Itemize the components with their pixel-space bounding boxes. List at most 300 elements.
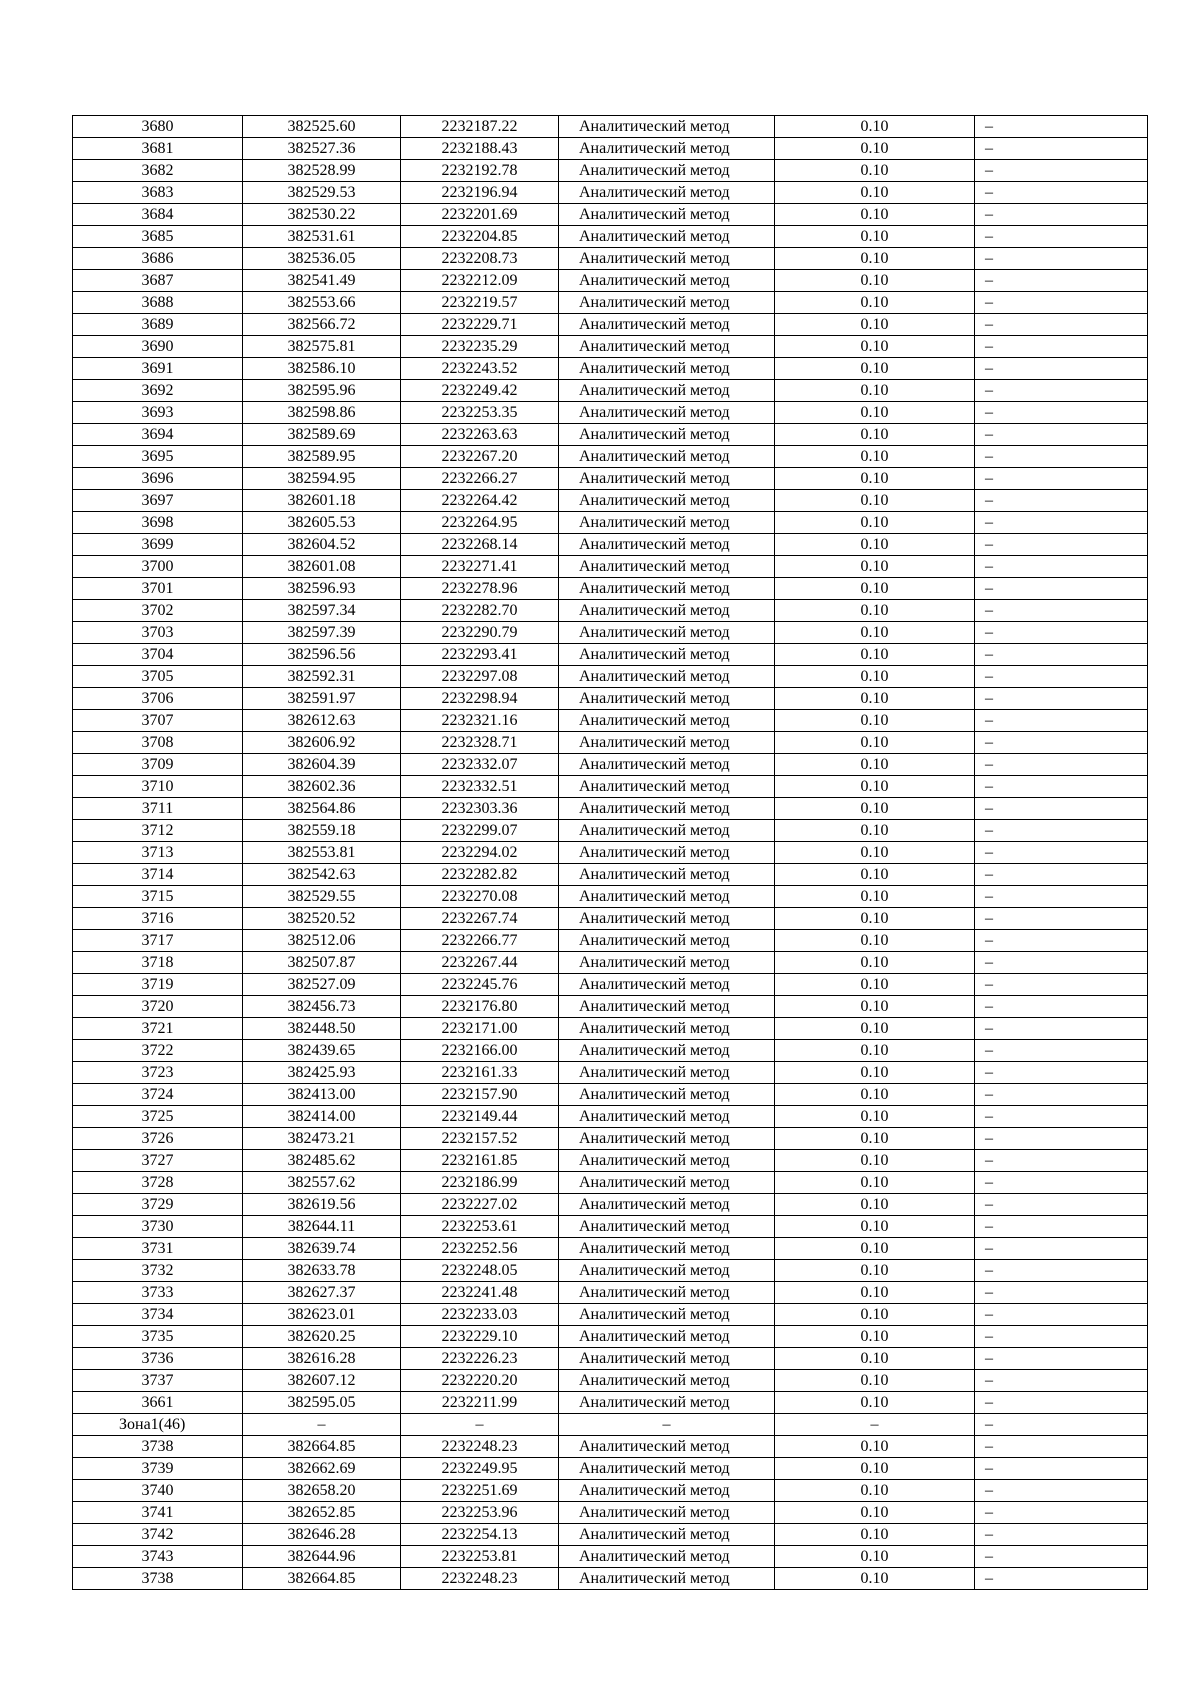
method-cell: Аналитический метод (559, 490, 775, 512)
note-cell: – (975, 1392, 1148, 1414)
table-row (73, 776, 1148, 798)
y-coordinate-cell: 2232229.10 (401, 1326, 559, 1348)
table-row (73, 160, 1148, 182)
accuracy-cell: 0.10 (775, 820, 975, 842)
x-coordinate-cell: 382606.92 (243, 732, 401, 754)
table-row (73, 1392, 1148, 1414)
accuracy-cell: 0.10 (775, 1348, 975, 1370)
x-coordinate-cell: 382473.21 (243, 1128, 401, 1150)
x-coordinate-cell: 382448.50 (243, 1018, 401, 1040)
note-cell: – (975, 182, 1148, 204)
point-number-cell: 3709 (73, 754, 243, 776)
y-coordinate-cell: 2232157.90 (401, 1084, 559, 1106)
table-row (73, 358, 1148, 380)
table-row (73, 1480, 1148, 1502)
x-coordinate-cell: 382575.81 (243, 336, 401, 358)
accuracy-cell: 0.10 (775, 1194, 975, 1216)
point-number-cell: 3714 (73, 864, 243, 886)
point-number-cell: 3702 (73, 600, 243, 622)
x-coordinate-cell: 382662.69 (243, 1458, 401, 1480)
method-cell: Аналитический метод (559, 864, 775, 886)
y-coordinate-cell: 2232204.85 (401, 226, 559, 248)
accuracy-cell: 0.10 (775, 314, 975, 336)
accuracy-cell: 0.10 (775, 776, 975, 798)
point-number-cell: 3717 (73, 930, 243, 952)
accuracy-cell: 0.10 (775, 160, 975, 182)
table-row (73, 402, 1148, 424)
note-cell: – (975, 754, 1148, 776)
method-cell: Аналитический метод (559, 732, 775, 754)
accuracy-cell: 0.10 (775, 468, 975, 490)
y-coordinate-cell: 2232321.16 (401, 710, 559, 732)
x-coordinate-cell: 382559.18 (243, 820, 401, 842)
y-coordinate-cell: 2232235.29 (401, 336, 559, 358)
method-cell: Аналитический метод (559, 974, 775, 996)
note-cell: – (975, 842, 1148, 864)
method-cell: Аналитический метод (559, 468, 775, 490)
table-row (73, 292, 1148, 314)
accuracy-cell: 0.10 (775, 688, 975, 710)
table-row (73, 600, 1148, 622)
y-coordinate-cell: 2232293.41 (401, 644, 559, 666)
table-row (73, 204, 1148, 226)
method-cell: Аналитический метод (559, 1480, 775, 1502)
point-number-cell: 3708 (73, 732, 243, 754)
point-number-cell: 3661 (73, 1392, 243, 1414)
accuracy-cell: 0.10 (775, 930, 975, 952)
y-coordinate-cell: 2232297.08 (401, 666, 559, 688)
accuracy-cell: 0.10 (775, 1150, 975, 1172)
note-cell: – (975, 930, 1148, 952)
x-coordinate-cell: 382529.55 (243, 886, 401, 908)
note-cell: – (975, 512, 1148, 534)
point-number-cell: 3720 (73, 996, 243, 1018)
note-cell: – (975, 446, 1148, 468)
point-number-cell: 3698 (73, 512, 243, 534)
x-coordinate-cell: 382598.86 (243, 402, 401, 424)
point-number-cell: 3690 (73, 336, 243, 358)
point-number-cell: 3725 (73, 1106, 243, 1128)
note-cell: – (975, 138, 1148, 160)
accuracy-cell: 0.10 (775, 1106, 975, 1128)
table-row (73, 710, 1148, 732)
note-cell: – (975, 1238, 1148, 1260)
note-cell: – (975, 314, 1148, 336)
table-row (73, 1436, 1148, 1458)
table-row (73, 1062, 1148, 1084)
note-cell: – (975, 248, 1148, 270)
accuracy-cell: 0.10 (775, 908, 975, 930)
table-row (73, 1524, 1148, 1546)
table-row (73, 908, 1148, 930)
note-cell: – (975, 1568, 1148, 1590)
accuracy-cell: 0.10 (775, 1216, 975, 1238)
note-cell: – (975, 1106, 1148, 1128)
x-coordinate-cell: 382595.96 (243, 380, 401, 402)
note-cell: – (975, 1524, 1148, 1546)
note-cell: – (975, 886, 1148, 908)
accuracy-cell: 0.10 (775, 798, 975, 820)
note-cell: – (975, 270, 1148, 292)
accuracy-cell: 0.10 (775, 226, 975, 248)
note-cell: – (975, 820, 1148, 842)
table-row (73, 1150, 1148, 1172)
point-number-cell: 3682 (73, 160, 243, 182)
accuracy-cell: 0.10 (775, 974, 975, 996)
accuracy-cell: 0.10 (775, 490, 975, 512)
note-cell: – (975, 710, 1148, 732)
x-coordinate-cell: 382531.61 (243, 226, 401, 248)
point-number-cell: 3727 (73, 1150, 243, 1172)
table-row (73, 1040, 1148, 1062)
table-row (73, 556, 1148, 578)
x-coordinate-cell: 382525.60 (243, 116, 401, 138)
accuracy-cell: 0.10 (775, 666, 975, 688)
y-coordinate-cell: 2232264.42 (401, 490, 559, 512)
accuracy-cell: 0.10 (775, 402, 975, 424)
method-cell: Аналитический метод (559, 688, 775, 710)
method-cell: Аналитический метод (559, 1238, 775, 1260)
zone-dash-cell: – (243, 1414, 401, 1436)
table-row (73, 1172, 1148, 1194)
x-coordinate-cell: 382413.00 (243, 1084, 401, 1106)
x-coordinate-cell: 382553.66 (243, 292, 401, 314)
point-number-cell: 3704 (73, 644, 243, 666)
note-cell: – (975, 1040, 1148, 1062)
note-cell: – (975, 1458, 1148, 1480)
method-cell: Аналитический метод (559, 182, 775, 204)
y-coordinate-cell: 2232294.02 (401, 842, 559, 864)
accuracy-cell: 0.10 (775, 204, 975, 226)
method-cell: Аналитический метод (559, 1062, 775, 1084)
y-coordinate-cell: 2232249.42 (401, 380, 559, 402)
y-coordinate-cell: 2232268.14 (401, 534, 559, 556)
method-cell: Аналитический метод (559, 556, 775, 578)
y-coordinate-cell: 2232227.02 (401, 1194, 559, 1216)
x-coordinate-cell: 382607.12 (243, 1370, 401, 1392)
accuracy-cell: 0.10 (775, 1436, 975, 1458)
x-coordinate-cell: 382589.69 (243, 424, 401, 446)
point-number-cell: 3680 (73, 116, 243, 138)
accuracy-cell: 0.10 (775, 292, 975, 314)
x-coordinate-cell: 382527.36 (243, 138, 401, 160)
x-coordinate-cell: 382604.39 (243, 754, 401, 776)
accuracy-cell: 0.10 (775, 622, 975, 644)
point-number-cell: 3740 (73, 1480, 243, 1502)
y-coordinate-cell: 2232264.95 (401, 512, 559, 534)
x-coordinate-cell: 382530.22 (243, 204, 401, 226)
table-row (73, 820, 1148, 842)
point-number-cell: 3693 (73, 402, 243, 424)
method-cell: Аналитический метод (559, 1436, 775, 1458)
method-cell: Аналитический метод (559, 776, 775, 798)
point-number-cell: 3694 (73, 424, 243, 446)
point-number-cell: 3703 (73, 622, 243, 644)
accuracy-cell: 0.10 (775, 1018, 975, 1040)
accuracy-cell: 0.10 (775, 710, 975, 732)
point-number-cell: 3700 (73, 556, 243, 578)
y-coordinate-cell: 2232249.95 (401, 1458, 559, 1480)
y-coordinate-cell: 2232233.03 (401, 1304, 559, 1326)
x-coordinate-cell: 382664.85 (243, 1568, 401, 1590)
y-coordinate-cell: 2232176.80 (401, 996, 559, 1018)
table-row (73, 732, 1148, 754)
note-cell: – (975, 1260, 1148, 1282)
zone-label-cell: Зона1(46) (73, 1414, 243, 1436)
note-cell: – (975, 1194, 1148, 1216)
x-coordinate-cell: 382597.34 (243, 600, 401, 622)
method-cell: Аналитический метод (559, 424, 775, 446)
note-cell: – (975, 776, 1148, 798)
note-cell: – (975, 160, 1148, 182)
x-coordinate-cell: 382507.87 (243, 952, 401, 974)
note-cell: – (975, 622, 1148, 644)
note-cell: – (975, 116, 1148, 138)
method-cell: Аналитический метод (559, 842, 775, 864)
accuracy-cell: 0.10 (775, 556, 975, 578)
method-cell: Аналитический метод (559, 248, 775, 270)
y-coordinate-cell: 2232157.52 (401, 1128, 559, 1150)
table-row (73, 754, 1148, 776)
point-number-cell: 3707 (73, 710, 243, 732)
method-cell: Аналитический метод (559, 908, 775, 930)
x-coordinate-cell: 382664.85 (243, 1436, 401, 1458)
note-cell: – (975, 1084, 1148, 1106)
point-number-cell: 3742 (73, 1524, 243, 1546)
table-row (73, 886, 1148, 908)
point-number-cell: 3710 (73, 776, 243, 798)
point-number-cell: 3684 (73, 204, 243, 226)
point-number-cell: 3723 (73, 1062, 243, 1084)
table-row (73, 1238, 1148, 1260)
y-coordinate-cell: 2232161.33 (401, 1062, 559, 1084)
x-coordinate-cell: 382604.52 (243, 534, 401, 556)
table-row (73, 952, 1148, 974)
method-cell: Аналитический метод (559, 1304, 775, 1326)
method-cell: Аналитический метод (559, 710, 775, 732)
method-cell: Аналитический метод (559, 666, 775, 688)
table-row (73, 798, 1148, 820)
method-cell: Аналитический метод (559, 402, 775, 424)
accuracy-cell: 0.10 (775, 1172, 975, 1194)
accuracy-cell: 0.10 (775, 270, 975, 292)
accuracy-cell: 0.10 (775, 1260, 975, 1282)
method-cell: Аналитический метод (559, 798, 775, 820)
accuracy-cell: 0.10 (775, 248, 975, 270)
accuracy-cell: 0.10 (775, 1370, 975, 1392)
method-cell: Аналитический метод (559, 754, 775, 776)
point-number-cell: 3699 (73, 534, 243, 556)
point-number-cell: 3701 (73, 578, 243, 600)
y-coordinate-cell: 2232192.78 (401, 160, 559, 182)
accuracy-cell: 0.10 (775, 116, 975, 138)
method-cell: Аналитический метод (559, 622, 775, 644)
table-row (73, 1018, 1148, 1040)
note-cell: – (975, 644, 1148, 666)
x-coordinate-cell: 382644.96 (243, 1546, 401, 1568)
accuracy-cell: 0.10 (775, 138, 975, 160)
note-cell: – (975, 534, 1148, 556)
y-coordinate-cell: 2232253.35 (401, 402, 559, 424)
y-coordinate-cell: 2232332.07 (401, 754, 559, 776)
point-number-cell: 3686 (73, 248, 243, 270)
method-cell: Аналитический метод (559, 358, 775, 380)
y-coordinate-cell: 2232248.23 (401, 1568, 559, 1590)
table-row (73, 688, 1148, 710)
note-cell: – (975, 578, 1148, 600)
table-row (73, 138, 1148, 160)
point-number-cell: 3733 (73, 1282, 243, 1304)
accuracy-cell: 0.10 (775, 534, 975, 556)
point-number-cell: 3743 (73, 1546, 243, 1568)
point-number-cell: 3712 (73, 820, 243, 842)
table-row (73, 314, 1148, 336)
table-row (73, 1348, 1148, 1370)
note-cell: – (975, 688, 1148, 710)
note-cell: – (975, 424, 1148, 446)
note-cell: – (975, 358, 1148, 380)
accuracy-cell: 0.10 (775, 864, 975, 886)
note-cell: – (975, 468, 1148, 490)
accuracy-cell: 0.10 (775, 512, 975, 534)
method-cell: Аналитический метод (559, 1172, 775, 1194)
method-cell: Аналитический метод (559, 270, 775, 292)
x-coordinate-cell: 382652.85 (243, 1502, 401, 1524)
table-row (73, 1568, 1148, 1590)
accuracy-cell: 0.10 (775, 886, 975, 908)
note-cell: – (975, 1128, 1148, 1150)
y-coordinate-cell: 2232253.96 (401, 1502, 559, 1524)
accuracy-cell: 0.10 (775, 336, 975, 358)
x-coordinate-cell: 382639.74 (243, 1238, 401, 1260)
note-cell: – (975, 1150, 1148, 1172)
y-coordinate-cell: 2232266.77 (401, 930, 559, 952)
y-coordinate-cell: 2232226.23 (401, 1348, 559, 1370)
table-row (73, 1546, 1148, 1568)
method-cell: Аналитический метод (559, 886, 775, 908)
method-cell: Аналитический метод (559, 1194, 775, 1216)
point-number-cell: 3715 (73, 886, 243, 908)
y-coordinate-cell: 2232208.73 (401, 248, 559, 270)
table-row (73, 490, 1148, 512)
point-number-cell: 3706 (73, 688, 243, 710)
x-coordinate-cell: 382602.36 (243, 776, 401, 798)
accuracy-cell: 0.10 (775, 1480, 975, 1502)
y-coordinate-cell: 2232267.44 (401, 952, 559, 974)
point-number-cell: 3688 (73, 292, 243, 314)
point-number-cell: 3726 (73, 1128, 243, 1150)
table-row (73, 446, 1148, 468)
x-coordinate-cell: 382596.93 (243, 578, 401, 600)
table-row (73, 226, 1148, 248)
table-row (73, 182, 1148, 204)
y-coordinate-cell: 2232263.63 (401, 424, 559, 446)
x-coordinate-cell: 382623.01 (243, 1304, 401, 1326)
method-cell: Аналитический метод (559, 1392, 775, 1414)
accuracy-cell: 0.10 (775, 952, 975, 974)
zone-dash-cell: – (775, 1414, 975, 1436)
accuracy-cell: 0.10 (775, 842, 975, 864)
table-row (73, 1326, 1148, 1348)
point-number-cell: 3722 (73, 1040, 243, 1062)
y-coordinate-cell: 2232187.22 (401, 116, 559, 138)
y-coordinate-cell: 2232254.13 (401, 1524, 559, 1546)
note-cell: – (975, 1018, 1148, 1040)
y-coordinate-cell: 2232266.27 (401, 468, 559, 490)
point-number-cell: 3705 (73, 666, 243, 688)
method-cell: Аналитический метод (559, 314, 775, 336)
table-row (73, 644, 1148, 666)
method-cell: Аналитический метод (559, 1216, 775, 1238)
zone-dash-cell: – (559, 1414, 775, 1436)
y-coordinate-cell: 2232271.41 (401, 556, 559, 578)
method-cell: Аналитический метод (559, 1524, 775, 1546)
y-coordinate-cell: 2232149.44 (401, 1106, 559, 1128)
x-coordinate-cell: 382439.65 (243, 1040, 401, 1062)
zone-dash-cell: – (401, 1414, 559, 1436)
method-cell: Аналитический метод (559, 1282, 775, 1304)
y-coordinate-cell: 2232212.09 (401, 270, 559, 292)
method-cell: Аналитический метод (559, 226, 775, 248)
note-cell: – (975, 1172, 1148, 1194)
x-coordinate-cell: 382566.72 (243, 314, 401, 336)
accuracy-cell: 0.10 (775, 424, 975, 446)
table-row (73, 842, 1148, 864)
table-row (73, 1128, 1148, 1150)
accuracy-cell: 0.10 (775, 1040, 975, 1062)
accuracy-cell: 0.10 (775, 1502, 975, 1524)
x-coordinate-cell: 382633.78 (243, 1260, 401, 1282)
table-row (73, 1458, 1148, 1480)
note-cell: – (975, 996, 1148, 1018)
x-coordinate-cell: 382589.95 (243, 446, 401, 468)
table-row (73, 622, 1148, 644)
table-row (73, 864, 1148, 886)
method-cell: Аналитический метод (559, 1128, 775, 1150)
table-row (73, 336, 1148, 358)
note-cell: – (975, 952, 1148, 974)
table-row (73, 996, 1148, 1018)
method-cell: Аналитический метод (559, 1106, 775, 1128)
point-number-cell: 3732 (73, 1260, 243, 1282)
note-cell: – (975, 336, 1148, 358)
point-number-cell: 3731 (73, 1238, 243, 1260)
point-number-cell: 3683 (73, 182, 243, 204)
zone-dash-cell: – (975, 1414, 1148, 1436)
note-cell: – (975, 556, 1148, 578)
note-cell: – (975, 1502, 1148, 1524)
table-row (73, 974, 1148, 996)
method-cell: Аналитический метод (559, 512, 775, 534)
x-coordinate-cell: 382595.05 (243, 1392, 401, 1414)
note-cell: – (975, 908, 1148, 930)
x-coordinate-cell: 382596.56 (243, 644, 401, 666)
y-coordinate-cell: 2232303.36 (401, 798, 559, 820)
y-coordinate-cell: 2232253.81 (401, 1546, 559, 1568)
note-cell: – (975, 1062, 1148, 1084)
x-coordinate-cell: 382627.37 (243, 1282, 401, 1304)
accuracy-cell: 0.10 (775, 1458, 975, 1480)
x-coordinate-cell: 382541.49 (243, 270, 401, 292)
table-row (73, 1304, 1148, 1326)
accuracy-cell: 0.10 (775, 1238, 975, 1260)
y-coordinate-cell: 2232328.71 (401, 732, 559, 754)
x-coordinate-cell: 382586.10 (243, 358, 401, 380)
note-cell: – (975, 974, 1148, 996)
note-cell: – (975, 402, 1148, 424)
accuracy-cell: 0.10 (775, 380, 975, 402)
accuracy-cell: 0.10 (775, 1282, 975, 1304)
